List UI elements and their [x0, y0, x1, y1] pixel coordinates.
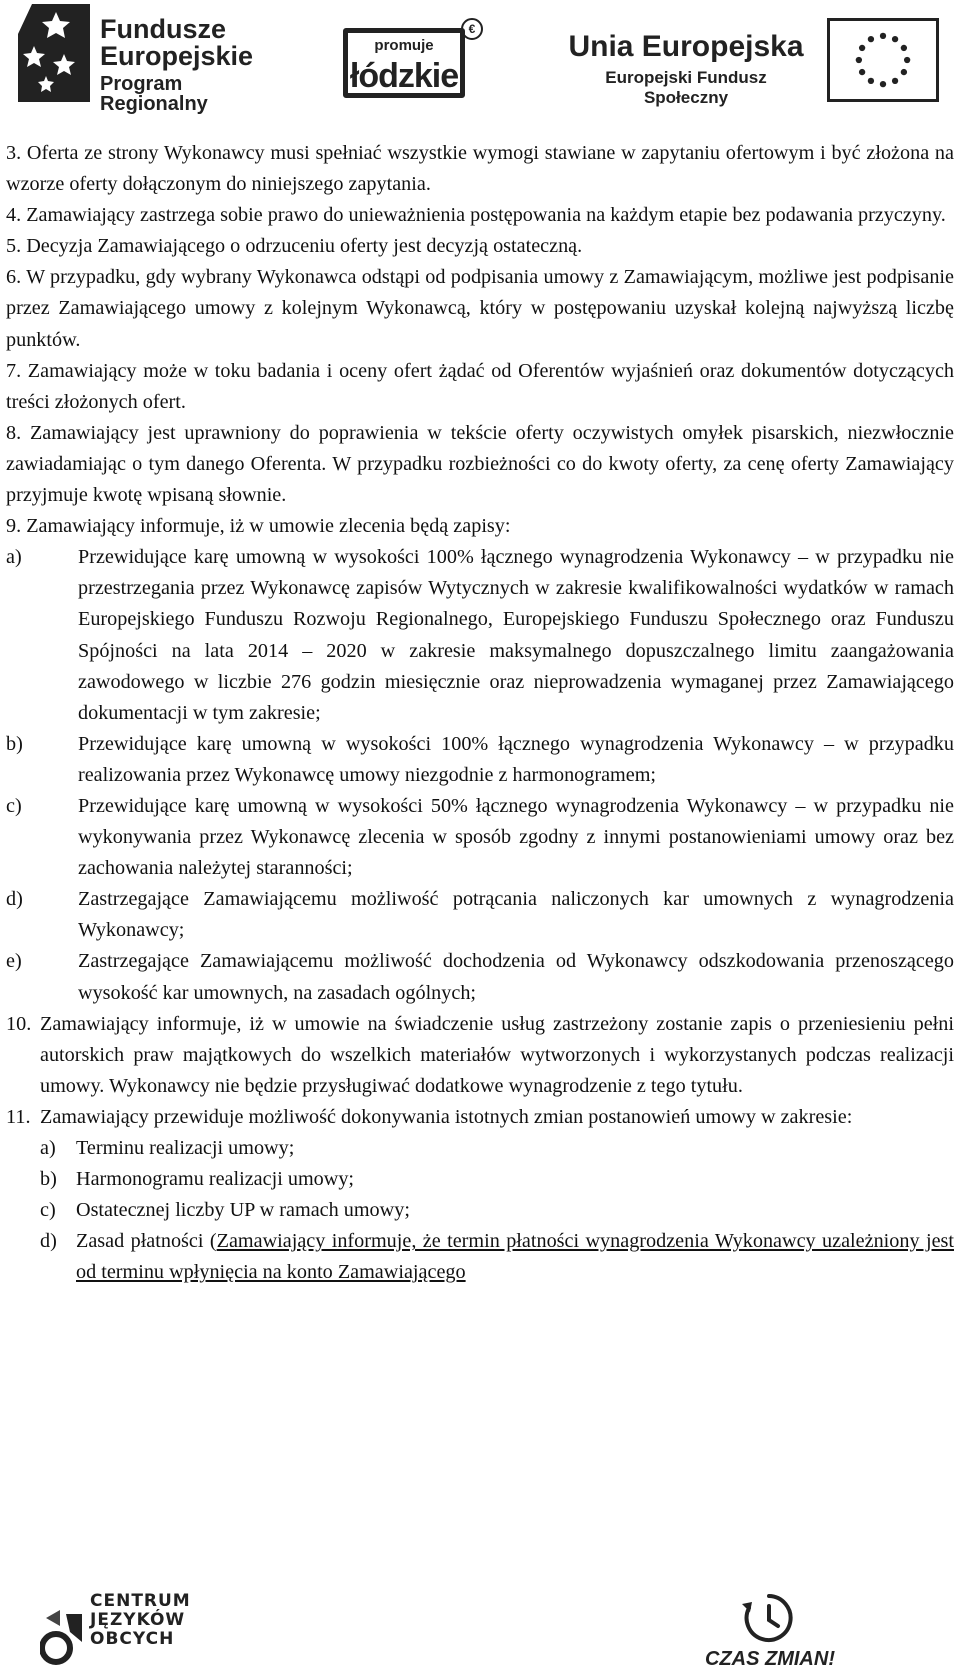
point-5: 5. Decyzja Zamawiającego o odrzuceniu oferty jest decyzją ostateczną. — [6, 235, 583, 258]
item-text: Zastrzegające Zamawiającemu możliwość dochodzenia od Wykonawcy odszkodowania przenoszącego wysokość kar umownych, na zasadach ogólnych; — [78, 950, 954, 1004]
point-9-item-d — [6, 884, 954, 946]
fe-logo-line1: Fundusze — [100, 14, 226, 44]
item-text-underlined: Zamawiający informuje, że termin płatności wynagrodzenia Wykonawcy uzależniony jest od terminu wpłynięcia na konto Zamawiającego — [76, 1230, 954, 1284]
cjo-line1: CENTRUM — [90, 1591, 191, 1611]
point-11-item-a — [40, 1133, 954, 1164]
point-11-item-c — [40, 1195, 954, 1226]
eu-flag-icon — [827, 18, 939, 102]
point-9: 9. Zamawiający informuje, iż w umowie zlecenia będą zapisy: — [6, 515, 511, 538]
euro-icon: € — [461, 18, 483, 40]
item-label: d) — [6, 888, 23, 911]
item-label: e) — [6, 950, 22, 973]
item-label: a) — [6, 546, 22, 569]
item-label: a) — [40, 1137, 56, 1159]
ue-logo-line1: Unia Europejska — [568, 30, 804, 63]
item-label: b) — [6, 732, 23, 755]
centrum-jezykow-obcych-logo — [40, 1590, 200, 1672]
point-text: Zamawiający przewiduje możliwość dokonywania istotnych zmian postanowień umowy w zakresie: — [40, 1105, 853, 1128]
czas-zmian-logo — [700, 1590, 840, 1672]
point-11-item-b — [40, 1164, 954, 1195]
item-label: b) — [40, 1168, 57, 1191]
clock-arrow-icon — [738, 1590, 800, 1646]
fe-logo-line2: Europejskie — [100, 41, 254, 71]
page-header — [0, 0, 960, 118]
point-10 — [6, 1009, 954, 1102]
item-label: d) — [40, 1230, 57, 1253]
item-label: c) — [6, 794, 22, 817]
cjo-mark-icon — [40, 1606, 84, 1670]
point-9-item-e — [6, 946, 954, 1008]
item-text: Przewidujące karę umowną w wysokości 100% łącznego wynagrodzenia Wykonawcy – w przypadku nie przestrzegania przez Wykonawcę zapisów Wytycznych w zakresie kwalifikowalności wydatków w ramach Europejskiego Funduszu Rozwoju Regionalnego, Europejskiego Funduszu Społecznego oraz Funduszu Spójności na lata 2014 – 2020 w zakresie maksymalnego dopuszczalnego limitu zaangażowania zawodowego w liczbie 276 godzin miesięcznie oraz nieprowadzenia wymaganej przez Zamawiającego dokumentacji w tym zakresie; — [78, 546, 954, 724]
point-7: 7. Zamawiający może w toku badania i oceny ofert żądać od Oferentów wyjaśnień oraz dokumentów dotyczących treści złożonych ofert. — [6, 359, 954, 413]
document-body — [6, 138, 954, 1288]
page-footer — [0, 1590, 960, 1674]
item-text: Harmonogramu realizacji umowy; — [76, 1168, 355, 1191]
fe-logo-line3: Program Regionalny — [100, 73, 208, 115]
point-8: 8. Zamawiający jest uprawniony do poprawienia w tekście oferty oczywistych omyłek pisarskich, niezwłocznie zawiadamiając o tym danego Oferenta. W przypadku rozbieżności co do kwoty oferty, za cenę oferty Zamawiający przyjmuje kwotę wpisaną słownie. — [6, 421, 954, 507]
czas-zmian-text: CZAS ZMIAN! — [705, 1648, 835, 1670]
item-label: c) — [40, 1199, 56, 1222]
item-text: Ostatecznej liczby UP w ramach umowy; — [76, 1199, 410, 1222]
lodzkie-big-text: łódzkie — [349, 57, 459, 95]
point-text: Zamawiający informuje, iż w umowie na świadczenie usług zastrzeżony zostanie zapis o przeniesieniu pełni autorskich praw majątkowych do wszelkich materiałów wytworzonych i wykorzystanych podczas realizacji umowy. Wykonawcy nie będzie przysługiwać dodatkowe wynagrodzenie z tego tytułu. — [40, 1012, 954, 1097]
item-text: Przewidujące karę umowną w wysokości 50% łącznego wynagrodzenia Wykonawcy – w przypadku nie wykonywania przez Wykonawcę zlecenia w sposób zgodny z innymi postanowieniami umowy oraz bez zachowania należytej staranności; — [78, 794, 954, 880]
point-11-item-d — [40, 1226, 954, 1288]
ue-logo-line2: Europejski Fundusz Społeczny — [605, 68, 767, 107]
lodzkie-frame — [343, 28, 465, 98]
point-9-item-b — [6, 729, 954, 791]
item-text-plain: Zasad płatności ( — [76, 1230, 217, 1253]
point-6: 6. W przypadku, gdy wybrany Wykonawca odstąpi od podpisania umowy z Zamawiającym, możliwe jest podpisanie przez Zamawiającego umowy z kolejnym Wykonawcą, który w postępowaniu uzyskał kolejną najwyższą liczbę punktów. — [6, 266, 954, 351]
cjo-line2: JĘZYKÓW — [90, 1610, 186, 1630]
point-9-item-a — [6, 542, 954, 729]
cjo-line3: OBCYCH — [90, 1629, 175, 1649]
point-4: 4. Zamawiający zastrzega sobie prawo do unieważnienia postępowania na każdym etapie bez podawania przyczyny. — [6, 204, 946, 227]
fe-stars-icon — [18, 4, 90, 102]
unia-europejska-logo — [562, 18, 947, 108]
item-text: Zastrzegające Zamawiającemu możliwość potrącania naliczonych kar umownych z wynagrodzenia Wykonawcy; — [78, 888, 954, 942]
point-label: 11. — [6, 1105, 31, 1128]
item-text — [76, 1226, 954, 1288]
point-3: 3. Oferta ze strony Wykonawcy musi spełniać wszystkie wymogi stawiane w zapytaniu ofertowym i być złożona na wzorze oferty dołączonym do niniejszego zapytania. — [6, 142, 954, 196]
item-text: Przewidujące karę umowną w wysokości 100% łącznego wynagrodzenia Wykonawcy – w przypadku realizowania przez Wykonawcę umowy niezgodnie z harmonogramem; — [78, 732, 954, 786]
lodzkie-logo — [343, 18, 481, 100]
point-9-item-c — [6, 791, 954, 884]
point-11 — [6, 1102, 954, 1133]
fundusze-europejskie-logo — [18, 4, 283, 115]
point-label: 10. — [6, 1012, 32, 1035]
item-text: Terminu realizacji umowy; — [76, 1137, 295, 1159]
lodzkie-small-text: promuje — [374, 37, 434, 54]
